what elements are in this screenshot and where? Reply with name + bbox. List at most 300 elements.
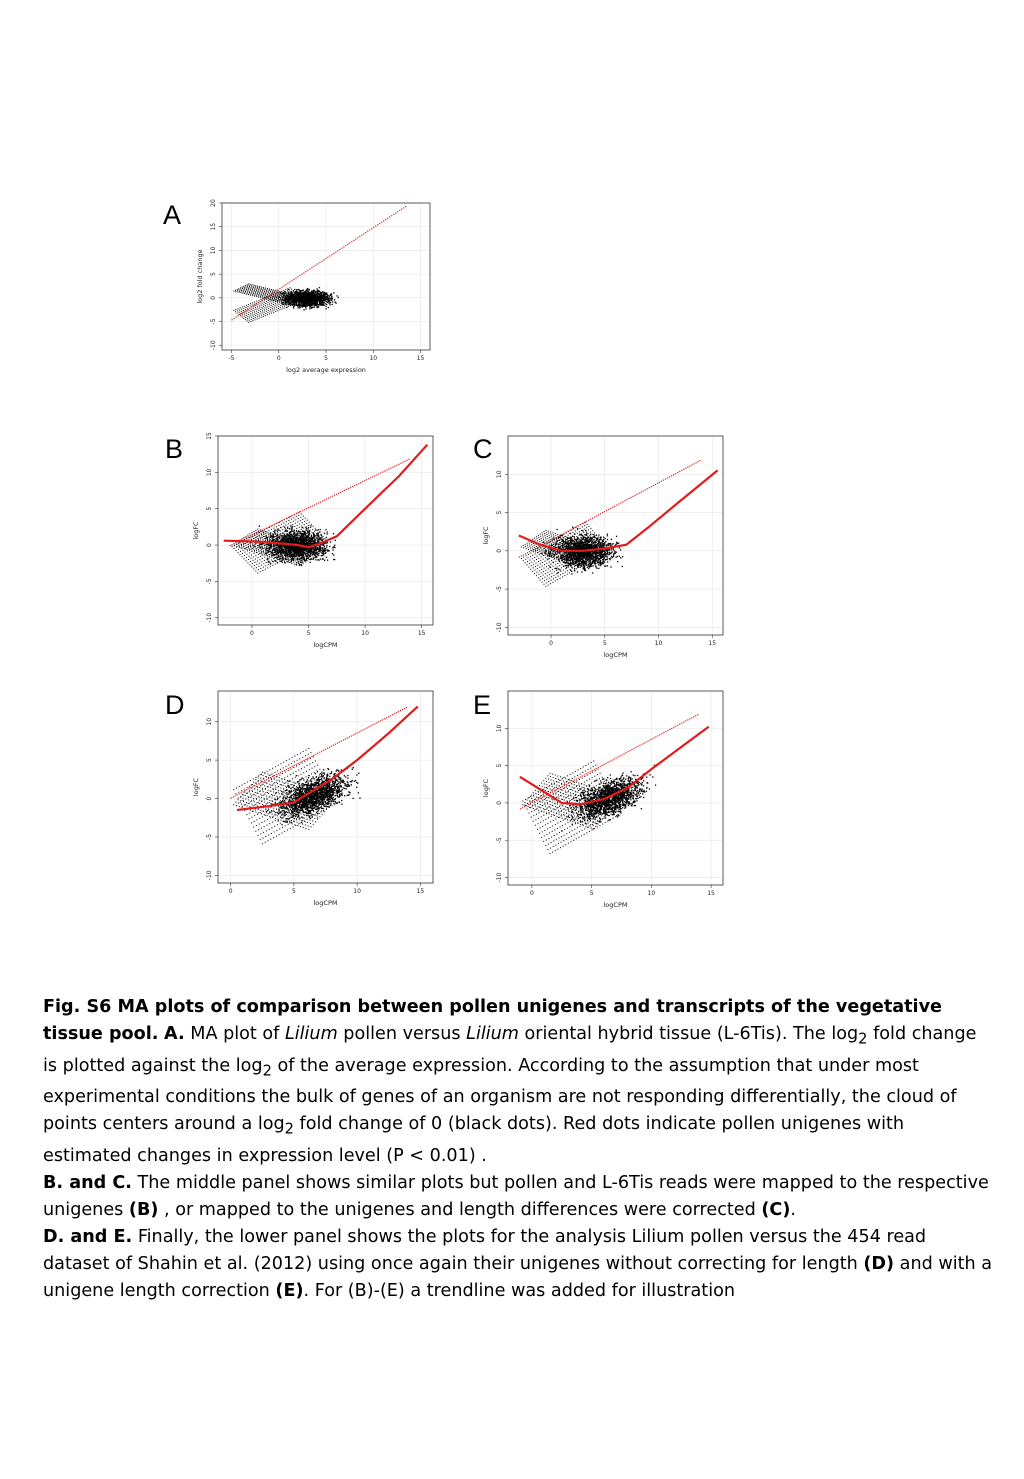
data-point <box>262 292 263 293</box>
data-point <box>288 517 289 518</box>
data-point <box>308 300 309 301</box>
data-point <box>288 549 289 550</box>
data-point <box>298 543 299 544</box>
data-point <box>289 547 290 548</box>
data-point <box>267 296 268 297</box>
data-point <box>306 508 307 509</box>
data-point <box>288 542 289 543</box>
data-point <box>307 289 308 290</box>
data-point <box>280 300 281 301</box>
data-point <box>253 553 254 554</box>
data-point <box>245 319 246 320</box>
data-point <box>296 291 297 292</box>
data-point <box>297 298 298 299</box>
data-point <box>287 283 288 284</box>
data-point <box>234 548 235 549</box>
data-point <box>266 299 267 300</box>
data-point <box>305 554 306 555</box>
data-point <box>293 298 294 299</box>
data-point <box>294 303 295 304</box>
data-point <box>285 291 286 292</box>
data-point <box>278 557 279 558</box>
data-point <box>404 461 405 462</box>
data-point <box>294 529 295 530</box>
y-axis-label: log2 fold change <box>196 249 204 304</box>
data-point <box>270 526 271 527</box>
data-point <box>326 499 327 500</box>
data-point <box>280 545 281 546</box>
data-point <box>234 545 235 546</box>
data-point <box>361 235 362 236</box>
data-point <box>235 311 236 312</box>
data-point <box>247 535 248 536</box>
data-point <box>255 307 256 308</box>
data-point <box>294 541 295 542</box>
data-point <box>326 533 327 534</box>
data-point <box>269 288 270 289</box>
data-point <box>277 310 278 311</box>
data-point <box>260 295 261 296</box>
data-point <box>233 318 234 319</box>
data-point <box>306 526 307 527</box>
data-point <box>238 543 239 544</box>
data-point <box>344 490 345 491</box>
data-point <box>238 552 239 553</box>
data-point <box>263 567 264 568</box>
data-point <box>235 290 236 291</box>
data-point <box>324 301 325 302</box>
data-point <box>323 550 324 551</box>
data-point <box>246 554 247 555</box>
data-point <box>251 319 252 320</box>
data-point <box>269 540 270 541</box>
data-point <box>293 534 294 535</box>
data-point <box>292 531 293 532</box>
data-point <box>235 309 236 310</box>
data-point <box>307 553 308 554</box>
data-point <box>607 561 608 562</box>
data-point <box>299 302 300 303</box>
data-point <box>284 299 285 300</box>
data-point <box>307 532 308 533</box>
data-point <box>332 547 333 548</box>
data-point <box>278 522 279 523</box>
data-point <box>269 311 270 312</box>
data-point <box>252 548 253 549</box>
data-point <box>242 314 243 315</box>
data-point <box>238 308 239 309</box>
data-point <box>303 554 304 555</box>
data-point <box>308 534 309 535</box>
data-point <box>314 534 315 535</box>
data-point <box>322 305 323 306</box>
data-point <box>273 292 274 293</box>
data-point <box>317 305 318 306</box>
data-point <box>306 523 307 524</box>
data-point <box>254 565 255 566</box>
data-point <box>251 309 252 310</box>
data-point <box>247 293 248 294</box>
data-point <box>253 531 254 532</box>
data-point <box>249 318 250 319</box>
data-point <box>242 287 243 288</box>
data-point <box>255 292 256 293</box>
data-point <box>295 535 296 536</box>
data-point <box>243 286 244 287</box>
data-point <box>284 298 285 299</box>
point-cloud <box>229 459 409 574</box>
data-point <box>262 303 263 304</box>
data-point <box>274 524 275 525</box>
data-point <box>248 539 249 540</box>
data-point <box>251 554 252 555</box>
data-point <box>263 551 264 552</box>
data-point <box>274 300 275 301</box>
data-point <box>291 301 292 302</box>
data-point <box>260 290 261 291</box>
data-point <box>325 542 326 543</box>
data-point <box>276 293 277 294</box>
data-point <box>320 295 321 296</box>
data-point <box>274 293 275 294</box>
data-point <box>253 308 254 309</box>
data-point <box>380 472 381 473</box>
data-point <box>249 533 250 534</box>
data-point <box>313 266 314 267</box>
data-point <box>250 293 251 294</box>
data-point <box>296 564 297 565</box>
data-point <box>290 305 291 306</box>
data-point <box>272 292 273 293</box>
data-point <box>317 559 318 560</box>
data-point <box>270 548 271 549</box>
data-point <box>316 550 317 551</box>
data-point <box>245 291 246 292</box>
data-point <box>320 538 321 539</box>
data-point <box>247 292 248 293</box>
data-point <box>253 292 254 293</box>
data-point <box>301 514 302 515</box>
data-point <box>557 557 558 558</box>
data-point <box>284 562 285 563</box>
data-point <box>259 313 260 314</box>
data-point <box>296 530 297 531</box>
data-point <box>252 294 253 295</box>
data-point <box>309 537 310 538</box>
data-point <box>285 548 286 549</box>
data-point <box>321 552 322 553</box>
data-point <box>323 300 324 301</box>
data-point <box>250 321 251 322</box>
data-point <box>257 306 258 307</box>
data-point <box>391 215 392 216</box>
data-point <box>287 302 288 303</box>
data-point <box>255 532 256 533</box>
data-point <box>319 532 320 533</box>
data-point <box>274 291 275 292</box>
data-point <box>252 284 253 285</box>
data-point <box>253 318 254 319</box>
data-point <box>297 548 298 549</box>
data-point <box>239 545 240 546</box>
data-point <box>297 557 298 558</box>
data-point <box>275 311 276 312</box>
data-point <box>309 268 310 269</box>
data-point <box>338 297 339 298</box>
data-point <box>301 558 302 559</box>
data-point <box>297 537 298 538</box>
data-point <box>243 546 244 547</box>
data-point <box>295 540 296 541</box>
data-point <box>302 549 303 550</box>
data-point <box>304 550 305 551</box>
y-tick-label: -10 <box>210 340 217 351</box>
data-point <box>286 292 287 293</box>
data-point <box>249 564 250 565</box>
data-point <box>253 533 254 534</box>
data-point <box>386 469 387 470</box>
data-point <box>311 543 312 544</box>
data-point <box>294 556 295 557</box>
data-point <box>276 540 277 541</box>
data-point <box>296 516 297 517</box>
data-point <box>243 558 244 559</box>
data-point <box>302 559 303 560</box>
data-point <box>289 292 290 293</box>
data-point <box>294 301 295 302</box>
data-point <box>306 540 307 541</box>
data-point <box>241 544 242 545</box>
data-point <box>256 549 257 550</box>
data-point <box>289 562 290 563</box>
data-point <box>300 558 301 559</box>
data-point <box>292 526 293 527</box>
data-point <box>263 550 264 551</box>
data-point <box>309 534 310 535</box>
data-point <box>271 300 272 301</box>
data-point <box>292 558 293 559</box>
data-point <box>284 551 285 552</box>
data-point <box>306 530 307 531</box>
data-point <box>287 290 288 291</box>
data-point <box>270 536 271 537</box>
data-point <box>272 553 273 554</box>
data-point <box>277 553 278 554</box>
data-point <box>258 531 259 532</box>
data-point <box>293 559 294 560</box>
data-point <box>277 289 278 290</box>
data-point <box>349 242 350 243</box>
data-point <box>296 553 297 554</box>
data-point <box>261 288 262 289</box>
x-tick-label: 0 <box>250 630 254 637</box>
data-point <box>244 543 245 544</box>
data-point <box>328 498 329 499</box>
data-point <box>252 288 253 289</box>
data-point <box>270 301 271 302</box>
data-point <box>304 532 305 533</box>
data-point <box>254 535 255 536</box>
data-point <box>296 535 297 536</box>
data-point <box>281 287 282 288</box>
data-point <box>277 295 278 296</box>
data-point <box>245 286 246 287</box>
data-point <box>279 549 280 550</box>
data-point <box>297 300 298 301</box>
data-point <box>294 564 295 565</box>
data-point <box>276 557 277 558</box>
data-point <box>272 296 273 297</box>
data-point <box>305 518 306 519</box>
data-point <box>258 549 259 550</box>
data-point <box>243 310 244 311</box>
data-point <box>313 291 314 292</box>
data-point <box>390 468 391 469</box>
data-point <box>242 542 243 543</box>
data-point <box>333 554 334 555</box>
data-point <box>320 548 321 549</box>
data-point <box>302 300 303 301</box>
data-point <box>287 300 288 301</box>
data-point <box>247 321 248 322</box>
data-point <box>269 306 270 307</box>
data-point <box>253 538 254 539</box>
data-point <box>295 519 296 520</box>
data-point <box>277 296 278 297</box>
data-point <box>261 565 262 566</box>
data-point <box>280 298 281 299</box>
data-point <box>314 557 315 558</box>
data-point <box>298 561 299 562</box>
data-point <box>288 304 289 305</box>
data-point <box>247 287 248 288</box>
data-point <box>253 568 254 569</box>
data-point <box>246 289 247 290</box>
data-point <box>577 571 578 572</box>
data-point <box>315 305 316 306</box>
data-point <box>284 308 285 309</box>
data-point <box>315 298 316 299</box>
data-point <box>285 301 286 302</box>
data-point <box>308 304 309 305</box>
data-point <box>236 547 237 548</box>
data-point <box>245 560 246 561</box>
data-point <box>304 524 305 525</box>
data-point <box>263 552 264 553</box>
data-point <box>298 533 299 534</box>
data-point <box>285 539 286 540</box>
data-point <box>273 537 274 538</box>
data-point <box>279 300 280 301</box>
data-point <box>280 556 281 557</box>
data-point <box>303 516 304 517</box>
data-point <box>305 302 306 303</box>
data-point <box>291 558 292 559</box>
data-point <box>307 305 308 306</box>
data-point <box>260 297 261 298</box>
data-point <box>312 532 313 533</box>
data-point <box>619 547 620 548</box>
data-point <box>304 536 305 537</box>
data-point <box>296 539 297 540</box>
data-point <box>258 312 259 313</box>
data-point <box>294 296 295 297</box>
data-point <box>251 287 252 288</box>
data-point <box>373 227 374 228</box>
data-point <box>318 559 319 560</box>
x-tick-label: 5 <box>306 630 311 637</box>
data-point <box>262 310 263 311</box>
data-point <box>307 551 308 552</box>
data-point <box>268 298 269 299</box>
data-point <box>273 544 274 545</box>
data-point <box>319 551 320 552</box>
data-point <box>367 231 368 232</box>
data-point <box>250 287 251 288</box>
data-point <box>268 527 269 528</box>
data-point <box>258 533 259 534</box>
data-point <box>310 559 311 560</box>
data-point <box>308 540 309 541</box>
data-point <box>393 214 394 215</box>
data-point <box>255 317 256 318</box>
data-point <box>261 561 262 562</box>
data-point <box>356 484 357 485</box>
data-point <box>365 232 366 233</box>
data-point <box>260 548 261 549</box>
data-point <box>352 486 353 487</box>
data-point <box>236 544 237 545</box>
data-point <box>248 556 249 557</box>
data-point <box>266 562 267 563</box>
data-point <box>334 559 335 560</box>
data-point <box>340 492 341 493</box>
data-point <box>287 542 288 543</box>
data-point <box>274 531 275 532</box>
data-point <box>358 483 359 484</box>
data-point <box>236 550 237 551</box>
data-point <box>250 311 251 312</box>
data-point <box>306 533 307 534</box>
data-point <box>335 540 336 541</box>
data-point <box>406 460 407 461</box>
data-point <box>284 553 285 554</box>
data-point <box>245 548 246 549</box>
y-tick-label: 15 <box>206 432 213 440</box>
data-point <box>284 561 285 562</box>
data-point <box>291 529 292 530</box>
data-point <box>233 310 234 311</box>
data-point <box>252 560 253 561</box>
data-point <box>306 528 307 529</box>
data-point <box>277 304 278 305</box>
data-point <box>288 540 289 541</box>
data-point <box>306 556 307 557</box>
data-point <box>294 293 295 294</box>
data-point <box>312 529 313 530</box>
data-point <box>271 555 272 556</box>
data-point <box>247 316 248 317</box>
data-point <box>319 301 320 302</box>
data-point <box>286 541 287 542</box>
data-point <box>264 560 265 561</box>
data-point <box>258 300 259 301</box>
data-point <box>297 307 298 308</box>
data-point <box>298 515 299 516</box>
data-point <box>303 538 304 539</box>
data-point <box>398 464 399 465</box>
data-point <box>250 313 251 314</box>
